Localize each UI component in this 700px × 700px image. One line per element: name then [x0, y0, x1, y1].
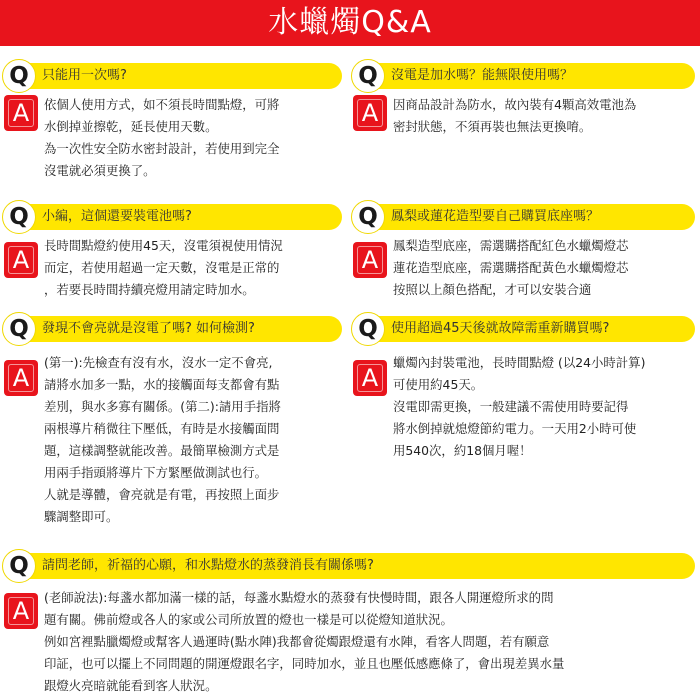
faq-card-batteries — [4, 204, 342, 300]
faq-card-add-water — [353, 63, 695, 188]
faq-card-45-days — [353, 316, 695, 534]
a-badge: A — [4, 360, 38, 396]
q-badge: Q — [2, 549, 36, 583]
a-badge: A — [4, 242, 38, 278]
answer-text: 依個人使用方式，如不須長時間點燈，可將 水倒掉並擦乾，延長使用天數。 為一次性安全防水密封設計，若使用到完全 沒電就必須更換了。 — [44, 97, 280, 178]
q-badge: Q — [2, 59, 36, 93]
answer-text: (老師說法):每盞水都加滿一樣的話，每盞水點燈水的蒸發有快慢時間，跟各人開運燈所求的問 題有關。佛前燈或各人的家或公司所放置的燈也一樣是可以從燈知道狀況。 例如宮裡點臘燭燈或幫客人過運時(點水陣)我都會從燭跟燈還有水陣，看客人問題，若有願意 印証，也可以擺上不同問題的開運燈跟名字，同時加水，並且也壓低感應條了，會出現差異水量 跟燈火亮暗就能看到客人狀況。 — [44, 590, 565, 693]
q-badge: Q — [351, 59, 385, 93]
question-text: 使用超過45天後就故障需重新購買嗎? — [391, 321, 610, 336]
answer-text: 長時間點燈約使用45天，沒電須視使用情況 而定，若使用超過一定天數，沒電是正常的 ，若要長時間持續亮燈用請定時加水。 — [44, 238, 283, 297]
question-text: 鳳梨或蓮花造型要自己購買底座嗎？ — [391, 209, 600, 224]
answer-text: 鳳梨造型底座，需選購搭配紅色水蠟燭燈芯 蓮花造型底座，需選購搭配黃色水蠟燭燈芯 按照以上顏色搭配，才可以安裝合適 — [393, 238, 629, 297]
page-title-banner — [0, 0, 700, 46]
q-badge: Q — [2, 200, 36, 234]
faq-card-teacher — [4, 553, 695, 698]
q-badge: Q — [351, 312, 385, 346]
faq-card-base — [353, 204, 695, 300]
answer-text: 蠟燭內封裝電池，長時間點燈 (以24小時計算) 可使用約45天。 沒電即需更換，一般建議不需使用時要記得 將水倒掉就熄燈節約電力。一天用2小時可使 用540次，約18個月喔！ — [393, 355, 646, 458]
question-text: 發現不會亮就是沒電了嗎? 如何檢測? — [42, 321, 255, 336]
a-badge: A — [4, 593, 38, 629]
question-text: 小編，這個還要裝電池嗎? — [42, 209, 192, 224]
page-title: 水蠟燭Q&A — [268, 5, 432, 40]
question-text: 只能用一次嗎? — [42, 68, 127, 83]
a-badge: A — [4, 95, 38, 131]
a-badge: A — [353, 242, 387, 278]
question-text: 沒電是加水嗎？能無限使用嗎？ — [391, 68, 574, 83]
faq-card-single-use — [4, 63, 342, 188]
answer-text: 因商品設計為防水，故內裝有4顆高效電池為 密封狀態，不須再裝也無法更換唷。 — [393, 97, 637, 134]
a-badge: A — [353, 95, 387, 131]
answer-text: (第一):先檢查有沒有水，沒水一定不會亮, 請將水加多一點，水的接觸面每支都會有點 差別，與水多寡有關係。(第二):請用手指將 兩根導片稍微往下壓低，有時是水接觸面問 題，這樣調整就能改善。最簡單檢測方式是 用兩手指頭將導片下方緊壓做測試也行。 人就是導體，會亮就是有電，再按照上面步 驟調整即可。 — [44, 355, 281, 524]
a-badge: A — [353, 360, 387, 396]
faq-card-check-power — [4, 316, 342, 534]
q-badge: Q — [2, 312, 36, 346]
q-badge: Q — [351, 200, 385, 234]
question-text: 請問老師，祈福的心願，和水點燈水的蒸發消長有關係嗎? — [42, 558, 374, 573]
